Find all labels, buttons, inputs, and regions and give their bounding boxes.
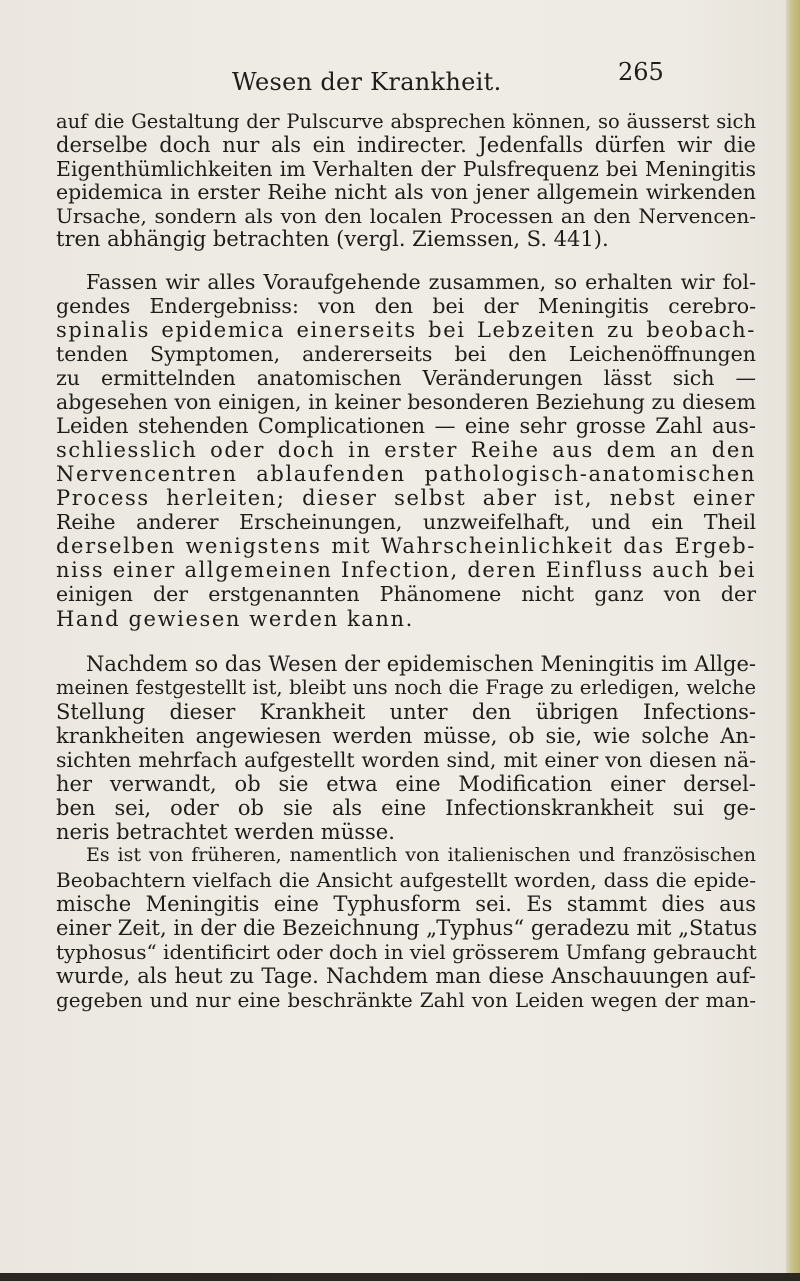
text-line: neris betrachtet werden müsse. [56,820,395,844]
page-edge-right [786,0,800,1281]
text-line: Process herleiten; dieser selbst aber ist, nebst einer [56,486,756,510]
page-number: 265 [618,58,664,86]
text-line: derselbe doch nur als ein indirecter. Jedenfalls dürfen wir die [56,133,756,157]
text-line: Stellung dieser Krankheit unter den übrigen Infections- [56,700,756,724]
text-line: einigen der erstgenannten Phänomene nicht ganz von der [56,582,756,606]
text-line: tren abhängig betrachten (vergl. Ziemssen, S. 441). [56,227,609,251]
text-line: Nervencentren ablaufenden pathologisch-anatomischen [56,462,756,486]
text-line: Reihe anderer Erscheinungen, unzweifelhaft, und ein Theil [56,510,756,534]
text-line: abgesehen von einigen, in keiner besonderen Beziehung zu diesem [56,390,756,414]
text-line: mische Meningitis eine Typhusform sei. Es stammt dies aus [56,892,756,916]
running-head [0,58,800,104]
text-line: ben sei, oder ob sie als eine Infectionskrankheit sui ge- [56,796,756,820]
text-line: tenden Symptomen, andererseits bei den Leichenöffnungen [56,342,756,366]
text-line: Es ist von früheren, namentlich von italienischen und französischen [86,844,756,866]
text-line: her verwandt, ob sie etwa eine Modification einer dersel- [56,772,756,796]
text-line: derselben wenigstens mit Wahrscheinlichkeit das Ergeb- [56,534,756,558]
text-line: niss einer allgemeinen Infection, deren Einfluss auch bei [56,558,756,582]
text-line: schliesslich oder doch in erster Reihe aus dem an den [56,438,756,462]
text-line: meinen festgestellt ist, bleibt uns noch die Frage zu erledigen, welche [56,676,756,699]
text-line: spinalis epidemica einerseits bei Lebzeiten zu beobach- [56,318,756,342]
text-line: Fassen wir alles Voraufgehende zusammen, so erhalten wir fol- [86,270,756,294]
text-line: krankheiten angewiesen werden müsse, ob sie, wie solche An- [56,724,756,748]
text-line: einer Zeit, in der die Bezeichnung „Typhus“ geradezu mit „Status [56,916,758,940]
text-line: Ursache, sondern als von den localen Processen an den Nervencen- [56,204,756,228]
text-line: gendes Endergebniss: von den bei der Meningitis cerebro- [56,294,756,318]
text-line: Eigenthümlichkeiten im Verhalten der Pulsfrequenz bei Meningitis [56,157,756,181]
text-line: Leiden stehenden Complicationen — eine sehr grosse Zahl aus- [56,414,756,438]
text-line: zu ermittelnden anatomischen Veränderungen lässt sich — [56,366,756,390]
running-title: Wesen der Krankheit. [232,68,502,96]
text-line: Hand gewiesen werden kann. [56,607,414,631]
text-line: sichten mehrfach aufgestellt worden sind, mit einer von diesen nä- [56,748,756,772]
text-line: epidemica in erster Reihe nicht als von jener allgemein wirkenden [56,180,756,204]
page-edge-bottom [0,1273,800,1281]
text-line: gegeben und nur eine beschränkte Zahl von Leiden wegen der man- [56,988,756,1012]
text-line: Nachdem so das Wesen der epidemischen Meningitis im Allge- [86,652,756,676]
text-line: Beobachtern vielfach die Ansicht aufgestellt worden, dass die epide- [56,868,756,892]
text-line: wurde, als heut zu Tage. Nachdem man diese Anschauungen auf- [56,964,756,988]
text-line: typhosus“ identificirt oder doch in viel grösserem Umfang gebraucht [56,940,757,964]
text-line: auf die Gestaltung der Pulscurve absprechen können, so äusserst sich [56,110,756,133]
